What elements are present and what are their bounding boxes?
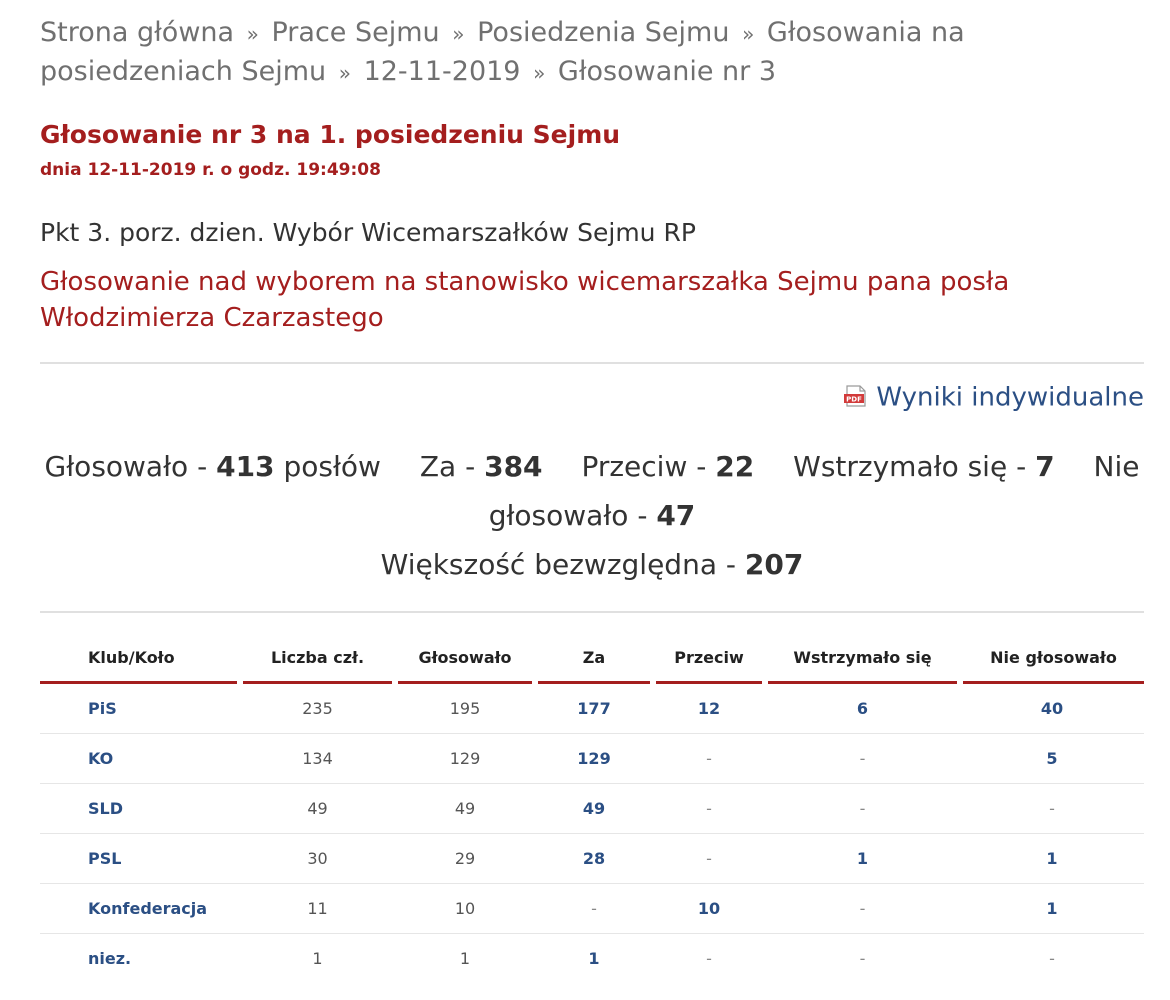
for-label: Za - — [419, 450, 476, 483]
cell-novote: - — [1049, 949, 1055, 968]
page-subtitle: dnia 12-11-2019 r. o godz. 19:49:08 — [40, 160, 381, 180]
individual-results-link[interactable]: Wyniki indywidualne — [876, 382, 1144, 413]
cell-voted: 29 — [395, 834, 535, 884]
cell-members: 134 — [240, 734, 395, 784]
column-header-against: Przeciw — [653, 633, 765, 683]
cell-for[interactable]: 177 — [535, 683, 653, 734]
column-header-voted: Głosowało — [395, 633, 535, 683]
breadcrumb-separator: » — [452, 22, 465, 46]
cell-voted: 195 — [395, 683, 535, 734]
voted-unit: posłów — [283, 450, 381, 483]
cell-against: - — [653, 784, 765, 834]
cell-abstain: - — [765, 884, 960, 934]
cell-abstain: - — [859, 949, 866, 968]
cell-against: - — [653, 834, 765, 884]
novote-label: Nie głosowało - — [488, 450, 1140, 532]
cell-club[interactable]: niez. — [88, 949, 132, 968]
table-row — [40, 784, 1144, 834]
abstain-label: Wstrzymało się - — [793, 450, 1027, 483]
against-label: Przeciw - — [581, 450, 707, 483]
column-header-members: Liczba czł. — [240, 633, 395, 683]
voted-label: Głosowało - — [44, 450, 208, 483]
breadcrumb-home[interactable]: Strona główna — [40, 17, 235, 48]
breadcrumb-separator: » — [742, 22, 755, 46]
abstain-value: 7 — [1035, 450, 1055, 483]
novote-value: 47 — [656, 499, 696, 532]
breadcrumb-separator: » — [533, 61, 546, 85]
breadcrumb-glosowania[interactable]: Głosowania na posiedzeniach Sejmu — [40, 17, 965, 87]
pdf-row — [40, 382, 1144, 422]
cell-novote[interactable]: 1 — [960, 884, 1144, 934]
breadcrumb-posiedzenia[interactable]: Posiedzenia Sejmu — [477, 17, 730, 48]
breadcrumb-separator: » — [338, 61, 351, 85]
column-header-club: Klub/Koło — [40, 633, 240, 683]
cell-abstain: - — [765, 784, 960, 834]
agenda-point: Pkt 3. porz. dzien. Wybór Wicemarszałków Sejmu RP — [40, 218, 696, 247]
cell-novote[interactable]: 1 — [960, 834, 1144, 884]
divider — [40, 362, 1144, 364]
table-row — [40, 884, 1144, 934]
breadcrumb — [40, 14, 1144, 92]
cell-members: 11 — [240, 884, 395, 934]
table-row — [40, 734, 1144, 784]
cell-club[interactable]: SLD — [40, 784, 240, 834]
table-header-row — [40, 633, 1144, 683]
cell-club[interactable]: Konfederacja — [40, 884, 240, 934]
majority-label: Większość bezwzględna - — [380, 548, 736, 581]
cell-voted: 10 — [395, 884, 535, 934]
breadcrumb-prace-sejmu[interactable]: Prace Sejmu — [271, 17, 440, 48]
cell-abstain: - — [765, 734, 960, 784]
cell-voted: 49 — [395, 784, 535, 834]
breadcrumb-current: Głosowanie nr 3 — [557, 56, 777, 87]
cell-members: 30 — [240, 834, 395, 884]
cell-against: - — [706, 949, 712, 968]
cell-for[interactable]: 129 — [535, 734, 653, 784]
cell-voted: 129 — [395, 734, 535, 784]
for-value: 384 — [484, 450, 543, 483]
page-title: Głosowanie nr 3 na 1. posiedzeniu Sejmu — [40, 120, 621, 149]
table-row — [40, 934, 1144, 984]
cell-members: 1 — [312, 949, 323, 968]
breadcrumb-date[interactable]: 12-11-2019 — [363, 56, 521, 87]
breadcrumb-separator: » — [246, 22, 259, 46]
cell-novote[interactable]: 5 — [960, 734, 1144, 784]
cell-for: - — [535, 884, 653, 934]
cell-against[interactable]: 12 — [653, 683, 765, 734]
cell-members: 49 — [240, 784, 395, 834]
cell-members: 235 — [240, 683, 395, 734]
cell-abstain[interactable]: 6 — [765, 683, 960, 734]
column-header-for: Za — [535, 633, 653, 683]
column-header-abstain: Wstrzymało się — [765, 633, 960, 683]
against-value: 22 — [715, 450, 755, 483]
table-row — [40, 834, 1144, 884]
table-row — [40, 683, 1144, 734]
cell-club[interactable]: PiS — [40, 683, 240, 734]
vote-topic: Głosowanie nad wyborem na stanowisko wicemarszałka Sejmu pana posła Włodzimierza Czarzastego — [40, 267, 1010, 333]
divider — [40, 611, 1144, 613]
results-body — [40, 683, 1144, 984]
cell-for[interactable]: 1 — [588, 949, 600, 968]
column-header-novote: Nie głosowało — [960, 633, 1144, 683]
svg-text:PDF: PDF — [846, 395, 863, 403]
cell-voted: 1 — [459, 949, 471, 968]
cell-for[interactable]: 49 — [535, 784, 653, 834]
cell-against: - — [653, 734, 765, 784]
cell-for[interactable]: 28 — [535, 834, 653, 884]
cell-novote[interactable]: 40 — [960, 683, 1144, 734]
cell-abstain[interactable]: 1 — [765, 834, 960, 884]
majority-value: 207 — [744, 548, 804, 581]
cell-against[interactable]: 10 — [653, 884, 765, 934]
results-table — [40, 633, 1144, 983]
cell-novote: - — [960, 784, 1144, 834]
pdf-icon[interactable] — [844, 384, 868, 406]
voted-value: 413 — [216, 450, 275, 483]
vote-summary — [40, 442, 1144, 589]
cell-club[interactable]: PSL — [40, 834, 240, 884]
cell-club[interactable]: KO — [40, 734, 240, 784]
